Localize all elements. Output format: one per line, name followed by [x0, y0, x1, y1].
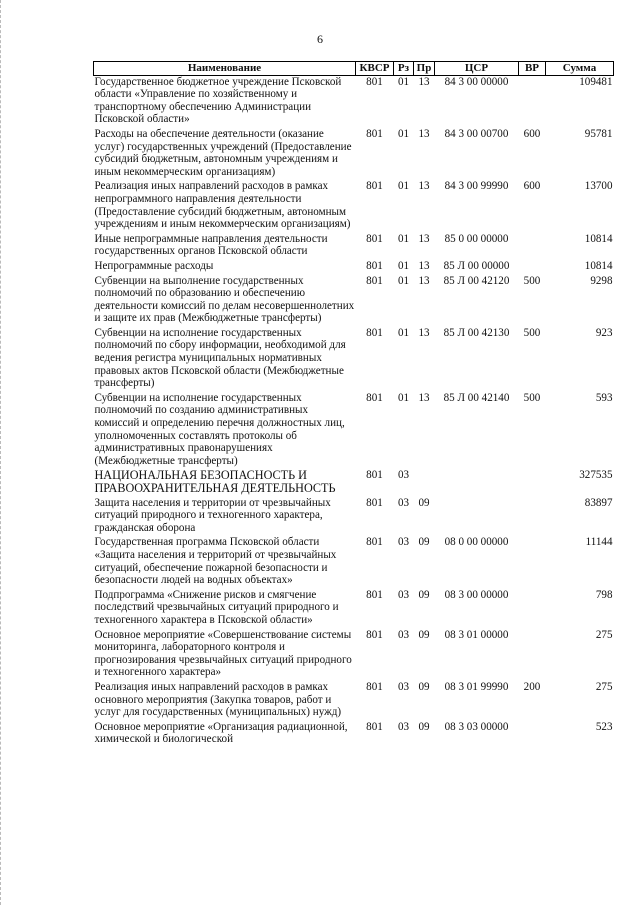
cell-sum: 13700	[584, 180, 613, 193]
cell-rz: 03	[397, 720, 410, 733]
cell-kvsr: 801	[366, 469, 383, 482]
cell-csr: 84 3 00 99990	[444, 180, 509, 193]
cell-pr: 13	[418, 326, 430, 339]
table-row	[94, 497, 614, 537]
cell-name: Непрограммные расходы	[94, 259, 214, 272]
cell-vr	[519, 233, 546, 260]
cell-pr: 09	[418, 588, 430, 601]
cell-pr: 13	[418, 127, 430, 140]
cell-sum: 593	[595, 391, 613, 404]
cell-kvsr: 801	[366, 536, 383, 549]
header-sum: Сумма	[546, 62, 614, 76]
table-row	[94, 75, 614, 128]
cell-sum: 327535	[579, 469, 613, 482]
cell-rz: 01	[397, 75, 410, 88]
table-row	[94, 721, 614, 748]
page-number: 6	[317, 32, 323, 46]
cell-sum: 11144	[585, 536, 613, 549]
cell-name: Субвенции на исполнение государственных полномочий по сбору информации, необходимой для ведения регистра муниципальных нормативных правовых актов Псковской области (Межбюджетные трансферты)	[94, 326, 346, 390]
cell-vr	[519, 75, 546, 128]
table-row	[94, 681, 614, 721]
cell-vr: 200	[523, 680, 541, 693]
cell-sum: 109481	[579, 75, 613, 88]
cell-vr	[519, 589, 546, 629]
cell-kvsr: 801	[366, 259, 383, 272]
cell-vr	[519, 469, 546, 496]
table-row	[94, 392, 614, 470]
cell-kvsr: 801	[366, 232, 383, 245]
table-row	[94, 233, 614, 260]
cell-kvsr: 801	[366, 274, 383, 287]
cell-rz: 01	[397, 127, 410, 140]
cell-csr: 84 3 00 00700	[444, 127, 509, 140]
cell-vr: 600	[523, 127, 541, 140]
cell-name: Субвенции на исполнение государственных полномочий по созданию административных комиссий и определению перечня должностных лиц, уполномоченных составлять протоколы об административных правонарушениях (Межбюджетные трансферты)	[94, 391, 345, 467]
cell-name: Защита населения и территории от чрезвычайных ситуаций природного и техногенного характера, гражданская оборона	[94, 496, 331, 534]
cell-kvsr: 801	[366, 680, 383, 693]
cell-kvsr: 801	[366, 628, 383, 641]
cell-rz: 03	[397, 496, 410, 509]
cell-csr: 85 Л 00 42130	[443, 326, 510, 339]
cell-pr	[414, 469, 435, 496]
cell-sum: 83897	[584, 496, 613, 509]
cell-kvsr: 801	[366, 180, 383, 193]
table-row	[94, 260, 614, 275]
cell-pr: 13	[418, 180, 430, 193]
cell-vr	[519, 497, 546, 537]
cell-sum: 9298	[590, 274, 613, 287]
cell-kvsr: 801	[366, 326, 383, 339]
budget-table	[93, 61, 614, 748]
cell-kvsr: 801	[366, 127, 383, 140]
table-body	[94, 75, 614, 748]
cell-name: Основное мероприятие «Организация радиационной, химической и биологической	[94, 720, 348, 746]
cell-pr: 13	[418, 259, 430, 272]
cell-kvsr: 801	[366, 391, 383, 404]
header-name: Наименование	[94, 62, 356, 76]
table-row	[94, 128, 614, 180]
cell-rz: 01	[397, 180, 410, 193]
table-row	[94, 275, 614, 327]
cell-pr: 09	[418, 628, 430, 641]
cell-pr: 09	[418, 720, 430, 733]
cell-vr: 500	[523, 326, 541, 339]
table-row	[94, 327, 614, 392]
header-pr: Пр	[414, 62, 435, 76]
table-row	[94, 180, 614, 232]
header-csr: ЦСР	[435, 62, 519, 76]
cell-sum: 923	[595, 326, 613, 339]
header-vr: ВР	[519, 62, 546, 76]
cell-csr: 85 Л 00 42120	[443, 274, 510, 287]
cell-name: Государственная программа Псковской области «Защита населения и территорий от чрезвычайных ситуаций, обеспечение пожарной безопасности и безопасности людей на водных объектах»	[94, 536, 337, 587]
cell-name: Основное мероприятие «Совершенствование системы мониторинга, лабораторного контроля и прогнозирования чрезвычайных ситуаций природного и техногенного характера»	[94, 628, 352, 679]
cell-pr: 13	[418, 232, 430, 245]
cell-rz: 01	[397, 391, 410, 404]
table-row	[94, 536, 614, 588]
cell-vr: 500	[523, 274, 541, 287]
cell-kvsr: 801	[366, 75, 383, 88]
cell-kvsr: 801	[366, 588, 383, 601]
cell-rz: 01	[397, 326, 410, 339]
cell-rz: 01	[397, 274, 410, 287]
cell-name: Подпрограмма «Снижение рисков и смягчение последствий чрезвычайных ситуаций природного и техногенного характера в Псковской области»	[94, 588, 339, 626]
cell-name: Реализация иных направлений расходов в рамках непрограммного направления деятельности (Предоставление субсидий бюджетным, автономным учреждениям и иным некоммерческим организациям)	[94, 180, 351, 231]
cell-name: Государственное бюджетное учреждение Псковской области «Управление по хозяйственному и транспортному обеспечению Администрации Псковской области»	[94, 75, 342, 126]
cell-pr: 13	[418, 75, 430, 88]
cell-pr: 13	[418, 391, 430, 404]
cell-rz: 03	[397, 680, 410, 693]
cell-csr	[435, 497, 519, 537]
header-rz: Рз	[394, 62, 414, 76]
cell-vr	[519, 721, 546, 748]
cell-pr: 09	[418, 496, 430, 509]
cell-csr: 08 3 01 99990	[444, 680, 509, 693]
page-margin-mark	[0, 0, 4, 905]
header-kvsr: КВСР	[356, 62, 394, 76]
cell-vr	[519, 260, 546, 275]
cell-rz: 01	[397, 232, 410, 245]
cell-csr: 08 3 03 00000	[444, 720, 509, 733]
cell-csr: 08 0 00 00000	[444, 536, 509, 549]
cell-rz: 03	[397, 469, 410, 482]
cell-name: НАЦИОНАЛЬНАЯ БЕЗОПАСНОСТЬ И ПРАВООХРАНИТЕЛЬНАЯ ДЕЯТЕЛЬНОСТЬ	[94, 468, 336, 495]
table-row	[94, 469, 614, 496]
table-row	[94, 629, 614, 681]
cell-csr: 84 3 00 00000	[444, 75, 509, 88]
cell-name: Расходы на обеспечение деятельности (оказание услуг) государственных учреждений (Предоставление субсидий бюджетным, автономным учреждениям и иным некоммерческим организациям)	[94, 127, 352, 178]
cell-csr: 85 Л 00 42140	[443, 391, 510, 404]
cell-rz: 01	[397, 259, 410, 272]
cell-sum: 523	[595, 720, 613, 733]
cell-sum: 798	[595, 588, 613, 601]
cell-name: Реализация иных направлений расходов в рамках основного мероприятия (Закупка товаров, работ и услуг для государственных (муниципальных) нужд)	[94, 680, 342, 719]
cell-csr	[435, 469, 519, 496]
table-header-row	[94, 62, 614, 76]
cell-vr: 600	[523, 180, 541, 193]
cell-kvsr: 801	[366, 720, 383, 733]
cell-csr: 08 3 01 00000	[444, 628, 509, 641]
cell-vr	[519, 536, 546, 588]
cell-pr: 13	[418, 274, 430, 287]
cell-csr: 85 Л 00 00000	[443, 259, 510, 272]
cell-sum: 275	[595, 628, 613, 641]
cell-rz: 03	[397, 536, 410, 549]
cell-kvsr: 801	[366, 496, 383, 509]
cell-rz: 03	[397, 588, 410, 601]
cell-sum: 10814	[584, 232, 613, 245]
cell-csr: 08 3 00 00000	[444, 588, 509, 601]
cell-name: Иные непрограммные направления деятельности государственных органов Псковской области	[94, 232, 328, 258]
cell-name: Субвенции на выполнение государственных полномочий по образованию и обеспечению деятельности комиссий по делам несовершеннолетних и защите их прав (Межбюджетные трансферты)	[94, 274, 355, 325]
cell-rz: 03	[397, 628, 410, 641]
cell-csr: 85 0 00 00000	[444, 232, 509, 245]
cell-vr	[519, 629, 546, 681]
cell-sum: 275	[595, 680, 613, 693]
cell-vr: 500	[523, 391, 541, 404]
cell-pr: 09	[418, 680, 430, 693]
cell-sum: 10814	[584, 259, 613, 272]
cell-pr: 09	[418, 536, 430, 549]
cell-sum: 95781	[584, 127, 613, 140]
table-row	[94, 589, 614, 629]
